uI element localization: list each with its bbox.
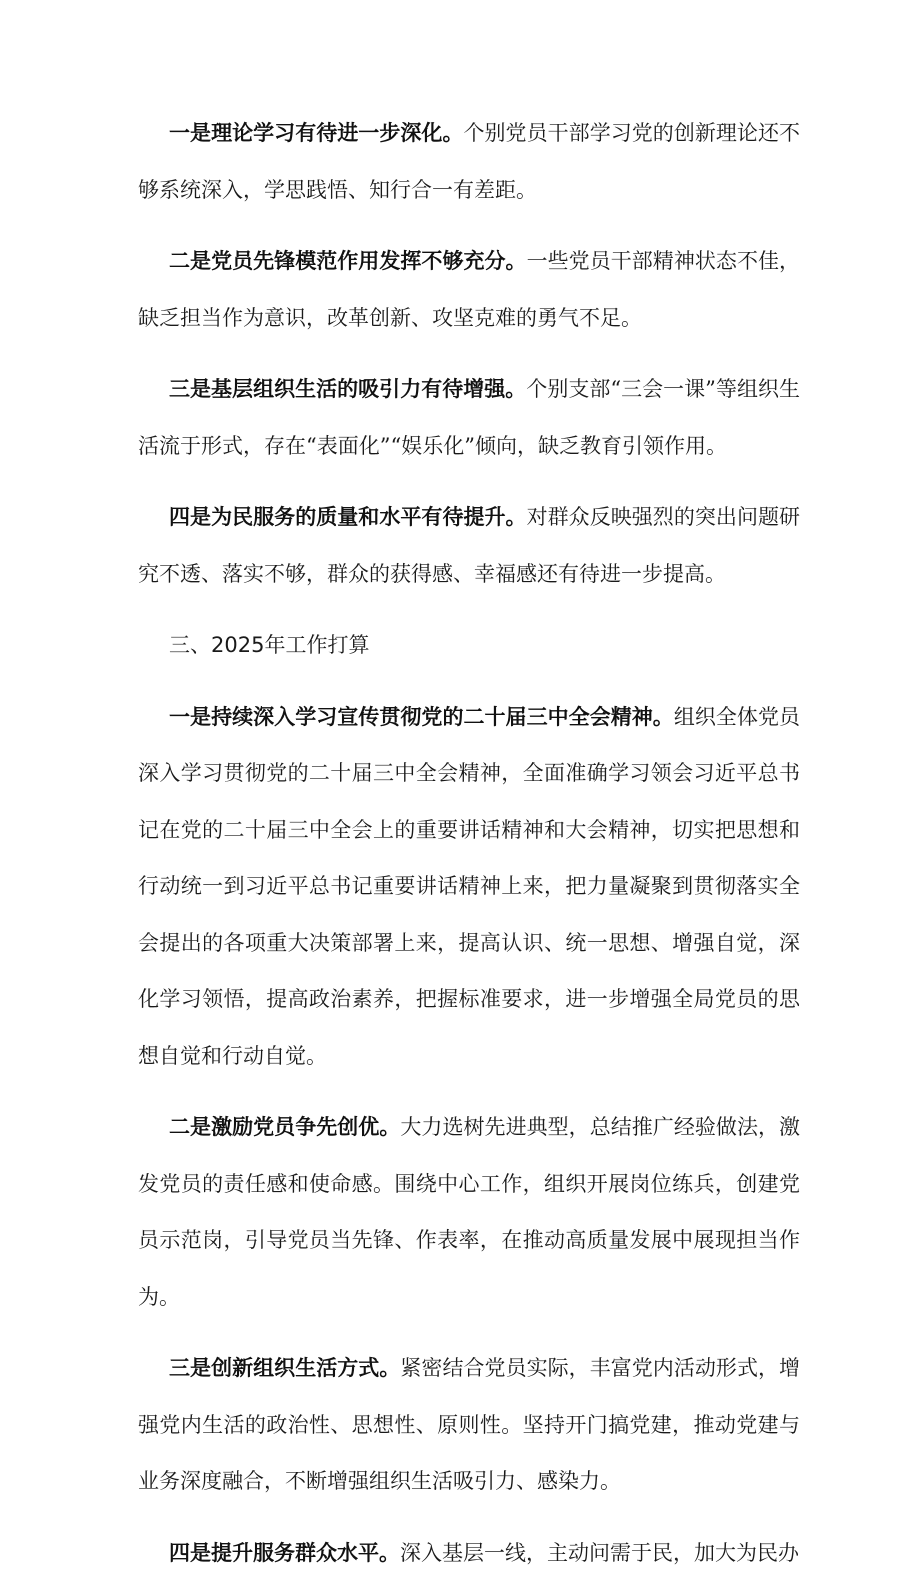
paragraph-text: 个别党员干部学习党的创新理论还不够系统深入，学思践悟、知行合一有差距。 bbox=[138, 121, 801, 202]
problem-paragraph-3 bbox=[138, 361, 800, 474]
plan-paragraph-1 bbox=[138, 689, 800, 1085]
paragraph-text: 个别支部“三会一课”等组织生活流于形式，存在“表面化”“娱乐化”倾向，缺乏教育引领作用。 bbox=[138, 377, 800, 458]
plan-paragraph-4 bbox=[138, 1525, 800, 1582]
document-body bbox=[138, 105, 800, 1596]
paragraph-text: 紧密结合党员实际，丰富党内活动形式，增强党内生活的政治性、思想性、原则性。坚持开门搞党建，推动党建与业务深度融合，不断增强组织生活吸引力、感染力。 bbox=[138, 1356, 801, 1493]
paragraph-text: 大力选树先进典型，总结推广经验做法，激发党员的责任感和使命感。围绕中心工作，组织开展岗位练兵，创建党员示范岗，引导党员当先锋、作表率，在推动高质量发展中展现担当作为。 bbox=[138, 1115, 801, 1309]
plan-paragraph-2 bbox=[138, 1099, 800, 1325]
paragraph-lead: 二是激励党员争先创优。 bbox=[169, 1115, 401, 1139]
section-heading-title: 年工作打算 bbox=[264, 633, 370, 657]
paragraph-lead: 三是创新组织生活方式。 bbox=[169, 1356, 401, 1380]
problem-paragraph-2 bbox=[138, 233, 800, 346]
section-heading bbox=[138, 617, 800, 674]
paragraph-text: 对群众反映强烈的突出问题研究不透、落实不够，群众的获得感、幸福感还有待进一步提高。 bbox=[138, 505, 801, 586]
paragraph-text: 深入基层一线，主动问需于民，加大为民办 bbox=[400, 1540, 799, 1565]
paragraph-text: 组织全体党员深入学习贯彻党的二十届三中全会精神，全面准确学习领会习近平总书记在党的二十届三中全会上的重要讲话精神和大会精神，切实把思想和行动统一到习近平总书记重要讲话精神上来，把力量凝聚到贯彻落实全会提出的各项重大决策部署上来，提高认识、统一思想、增强自觉，深化学习领悟，提高政治素养，把握标准要求，进一步增强全局党员的思想自觉和行动自觉。 bbox=[138, 704, 801, 1068]
paragraph-lead: 二是党员先锋模范作用发挥不够充分。 bbox=[169, 249, 527, 273]
paragraph-lead: 三是基层组织生活的吸引力有待增强。 bbox=[169, 377, 527, 401]
section-heading-year: 2025 bbox=[211, 633, 265, 657]
plan-paragraph-3 bbox=[138, 1340, 800, 1510]
paragraph-lead: 一是理论学习有待进一步深化。 bbox=[169, 121, 464, 145]
problem-paragraph-4 bbox=[138, 489, 800, 602]
problem-paragraph-1 bbox=[138, 105, 800, 218]
paragraph-lead: 四是提升服务群众水平。 bbox=[169, 1540, 400, 1565]
section-heading-prefix: 三、 bbox=[169, 633, 211, 657]
paragraph-lead: 一是持续深入学习宣传贯彻党的二十届三中全会精神。 bbox=[169, 704, 674, 729]
paragraph-lead: 四是为民服务的质量和水平有待提升。 bbox=[169, 505, 527, 529]
paragraph-text: 一些党员干部精神状态不佳，缺乏担当作为意识，改革创新、攻坚克难的勇气不足。 bbox=[138, 249, 801, 330]
